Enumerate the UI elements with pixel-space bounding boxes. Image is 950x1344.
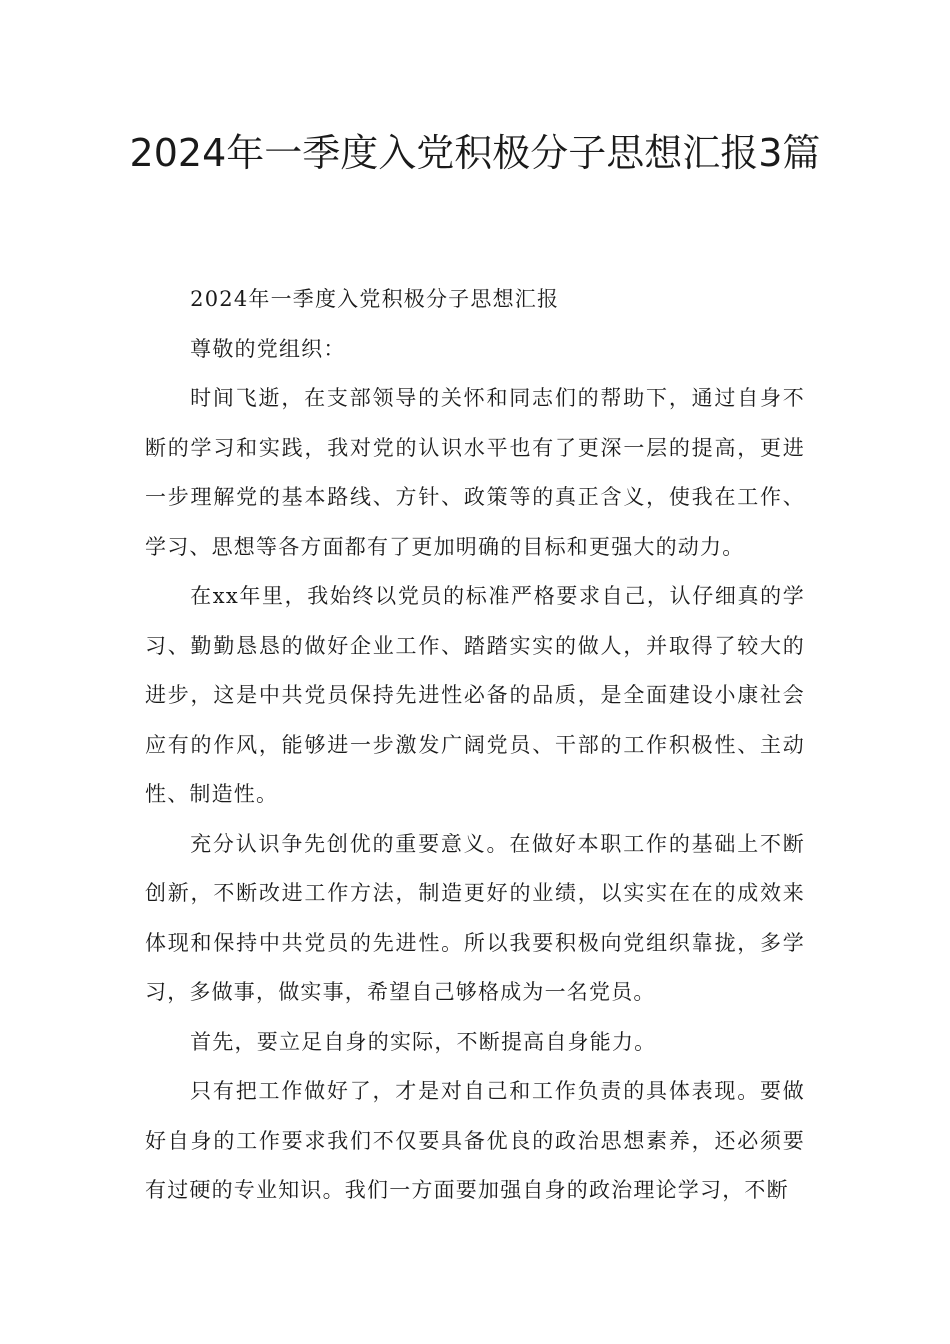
paragraph: 充分认识争先创优的重要意义。在做好本职工作的基础上不断创新，不断改进工作方法，制造更好的业绩，以实实在在的成效来体现和保持中共党员的先进性。所以我要积极向党组织靠拢，多学习，多做事，做实事，希望自己够格成为一名党员。 — [145, 831, 805, 1004]
paragraph: 在xx年里，我始终以党员的标准严格要求自己，认仔细真的学习、勤勤恳恳的做好企业工作、踏踏实实的做人，并取得了较大的进步，这是中共党员保持先进性必备的品质，是全面建设小康社会应有的作风，能够进一步激发广阔党员、干部的工作积极性、主动性、制造性。 — [145, 584, 805, 806]
paragraph-subtitle: 2024年一季度入党积极分子思想汇报 — [190, 287, 560, 311]
document-body — [145, 275, 805, 1216]
document-title: 2024年一季度入党积极分子思想汇报3篇 — [129, 131, 821, 175]
paragraph-salutation: 尊敬的党组织： — [190, 336, 346, 361]
paragraph: 时间飞逝，在支部领导的关怀和同志们的帮助下，通过自身不断的学习和实践，我对党的认识水平也有了更深一层的提高，更进一步理解党的基本路线、方针、政策等的真正含义，使我在工作、学习、思想等各方面都有了更加明确的目标和更强大的动力。 — [145, 386, 805, 559]
paragraph: 只有把工作做好了，才是对自己和工作负责的具体表现。要做好自身的工作要求我们不仅要具备优良的政治思想素养，还必须要有过硬的专业知识。我们一方面要加强自身的政治理论学习，不断 — [145, 1079, 805, 1202]
paragraph: 首先，要立足自身的实际，不断提高自身能力。 — [190, 1029, 657, 1054]
